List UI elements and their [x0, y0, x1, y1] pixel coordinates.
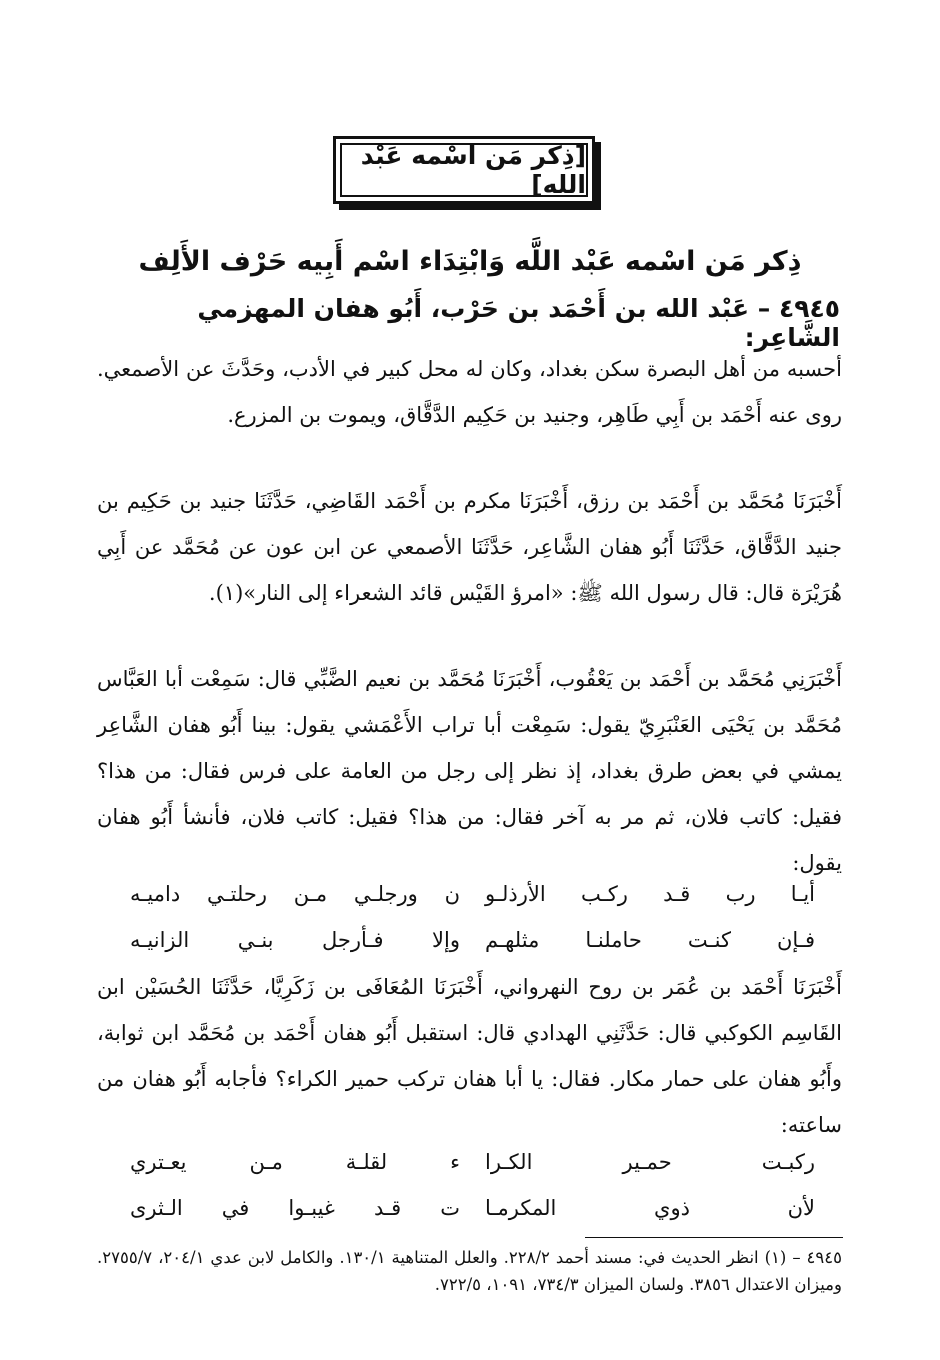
paragraph-biography: أحسبه من أهل البصرة سكن بغداد، وكان له محل كبير في الأدب، وحَدَّثَ عن الأصمعي. روى عنه أَحْمَد بن أَبِي طَاهِر، وجنيد بن حَكِيم الدَّقَّاق، ويموت بن المزرع.: [97, 357, 842, 427]
chapter-heading: ذِكر مَن اسْمه عَبْد اللَّه وَابْتِدَاء اسْم أَبِيه حَرْف الأَلِف: [138, 246, 802, 277]
verse-first-hemistich: لأن ذوي المكرمـا: [485, 1196, 815, 1220]
verse-line: [130, 882, 815, 922]
entry-heading: ٤٩٤٥ – عَبْد الله بن أَحْمَد بن حَرْب، أَبُو هفان المهزمي الشَّاعِر:: [197, 294, 840, 352]
verse-second-hemistich: ت قـد غيبـوا في الـثرى: [130, 1196, 460, 1220]
verse-line: [130, 928, 815, 968]
section-title-frame: [333, 136, 595, 204]
verse-second-hemistich: ء لقلـة مـن يعـتري: [130, 1150, 460, 1174]
verse-line: [130, 1150, 815, 1190]
section-title: [ذِكر مَن اسْمه عَبْد الله]: [340, 143, 588, 197]
paragraph-hadith-chain: أَخْبَرَنَا مُحَمَّد بن أَحْمَد بن رزق، أَخْبَرَنَا مكرم بن أَحْمَد القَاضِي، حَدَّثَنَا جنيد بن حَكِيم بن جنيد الدَّقَّاق، حَدَّثَنَا أَبُو هفان الشَّاعِر، حَدَّثَنَا الأصمعي عن ابن عون عن مُحَمَّد عن أَبِي هُرَيْرَة قال: قال رسول الله ﷺ: «امرؤ القَيْس قائد الشعراء إلى النار»(١).: [97, 489, 843, 605]
verse-line: [130, 1196, 815, 1236]
verse-first-hemistich: فـإن كنـت حاملنـا مثلهـم: [485, 928, 815, 952]
footnote: ٤٩٤٥ – (١) انظر الحديث في: مسند أحمد ٢٢٨/٢. والعلل المتناهية ١٣٠/١. والكامل لابن عدي ٢٠٤/١، ٢٧٥٥/٧. وميزان الاعتدال ٣٨٥٦. ولسان الميزان ٧٣٤/٣، ١٠٩١، ٧٢٢/٥.: [97, 1248, 842, 1294]
paragraph-anecdote: أَخْبَرَنِي مُحَمَّد بن أَحْمَد بن يَعْقُوب، أَخْبَرَنَا مُحَمَّد بن نعيم الضَّبِّي قال: سَمِعْت أبا العَبَّاس مُحَمَّد بن يَحْيَى العَنْبَرِيّ يقول: سَمِعْت أبا تراب الأَعْمَشي يقول: بينا أَبُو هفان الشَّاعِر يمشي في بعض طرق بغداد، إذ نظر إلى رجل من العامة على فرس فقال: من هذا؟ فقيل: كاتب فلان، ثم مر به آخر فقال: من هذا؟ فقيل: كاتب فلان، فأنشأ أَبُو هفان يقول:: [97, 667, 842, 875]
paragraph-second-anecdote: أَخْبَرَنَا أَحْمَد بن عُمَر بن روح النهرواني، أَخْبَرَنَا المُعَافَى بن زَكَرِيَّا، حَدَّثَنَا الحُسَيْن ابن القَاسِم الكوكبي قال: حَدَّثَنِي الهدادي قال: استقبل أَبُو هفان أَحْمَد بن مُحَمَّد ابن ثوابة، وأَبُو هفان على حمار مكار. فقال: يا أبا هفان تركب حمير الكراء؟ فأجابه أَبُو هفان من ساعته:: [97, 975, 842, 1137]
verse-first-hemistich: أيـا رب قـد ركـب الأرذلـو: [485, 882, 815, 906]
verse-first-hemistich: ركبـت حمـير الكـرا: [485, 1150, 815, 1174]
verse-second-hemistich: ن ورجلـي مـن رحلتـي داميـه: [130, 882, 460, 906]
footnote-separator: [585, 1237, 843, 1238]
verse-second-hemistich: وإلا فـأرجل بنـي الزانيـه: [130, 928, 460, 952]
